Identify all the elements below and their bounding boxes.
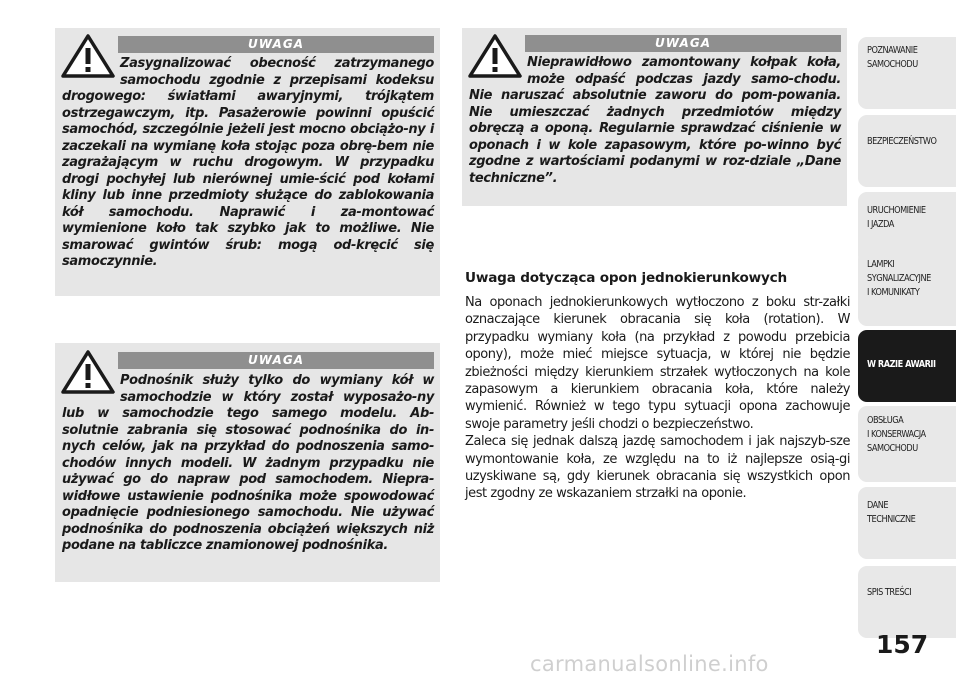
tab-dane-techniczne[interactable]: DANE TECHNICZNE (858, 487, 956, 559)
tab-uruchomienie-i-jazda[interactable]: URUCHOMIENIE I JAZDA (858, 192, 956, 264)
tab-obsluga-i-konserwacja[interactable]: OBSŁUGA I KONSERWACJA SAMOCHODU (858, 406, 956, 482)
section-title: Uwaga dotycząca opon jednokierunkowych (465, 270, 787, 286)
tab-bezpieczenstwo[interactable]: BEZPIECZEŃSTWO (858, 115, 956, 187)
warning-text: Podnośnik służy tylko do wymiany kół w samochodzie w który został wyposażo-ny lub w samochodzie tego samego modelu. Ab-solutnie zabrania się stosować podnośnika do in-nych celów, jak na przykład do podnoszenia samo-chodów innych modeli. W żadnym przypadku nie używać go do napraw pod samochodem. Niepra-widłowe ustawienie podnośnika może spowodować opadnięcie podniesionego samochodu. Nie używać podnośnika do podnoszenia obciążeń większych niż podane na tabliczce znamionowej podnośnika. (62, 373, 434, 553)
tab-lampki-sygnalizacyjne[interactable]: LAMPKI SYGNALIZACYJNE I KOMUNIKATY (858, 250, 956, 326)
tab-w-razie-awarii[interactable]: W RAZIE AWARII (858, 330, 956, 402)
tab-poznawanie-samochodu[interactable]: POZNAWANIE SAMOCHODU (858, 37, 956, 109)
section-paragraph-1: Na oponach jednokierunkowych wytłoczono z boku str-załki oznaczające kierunek obracania się koła (rotation). W przypadku wymiany koła (na przykład z powodu przebicia opony), może mieć miejsce sytuacja, w której nie będzie zbieżności między kierunkiem strzałek wytłoczonych na kole zapasowym a kierunkiem obracania koła, które należy wymienić. Również w tego typu sytuacji opona zachowuje swoje parametry jeśli chodzi o bezpieczeństwo. (465, 295, 850, 432)
tab-spis-tresci[interactable]: SPIS TREŚCI (858, 566, 956, 638)
warning-text: Zasygnalizować obecność zatrzymanego samochodu zgodnie z przepisami kodeksu drogowego: światłami awaryjnymi, trójkątem ostrzegawczym, itp. Pasażerowie powinni opuścić samochód, szczególnie jeżeli jest mocno obciążo-ny i zaczekali na wymianę koła stojąc poza obrę-bem nie zagrażającym w ruchu drogowym. W przypadku drogi pochyłej lub nierównej umie-ścić pod kołami kliny lub inne przedmioty służące do zablokowania kół samochodu. Naprawić i za-montować wymienione koło tak szybko jak to możliwe. Nie smarować gwintów śrub: mogą od-kręcić się samoczynnie. (62, 56, 434, 269)
page-number: 157 (876, 630, 929, 659)
warning-header: UWAGA (525, 35, 841, 52)
warning-header: UWAGA (118, 36, 434, 53)
warning-text: Nieprawidłowo zamontowany kołpak koła, może odpaść podczas jazdy samo-chodu. Nie naruszać absolutnie zaworu do pom-powania. Nie umieszczać żadnych przedmiotów między obręczą a oponą. Regularnie sprawdzać ciśnienie w oponach i w kole zapasowym, które po-winno być zgodne z wartościami podanymi w roz-dziale „Dane techniczne”. (469, 55, 841, 186)
warning-box-1 (55, 28, 440, 296)
warning-header: UWAGA (118, 352, 434, 369)
warning-box-2 (55, 343, 440, 582)
section-paragraph-2: Zaleca się jednak dalszą jazdę samochodem i jak najszyb-sze wymontowanie koła, ze względu na to iż najlepsze osią-gi uzyskiwane są, gdy kierunek obracania się wszystkich opon jest zgodny ze wskazaniem strzałki na oponie. (465, 434, 850, 502)
warning-box-3 (462, 28, 847, 206)
section-body (465, 294, 850, 503)
watermark: carmanualsonline.info (530, 652, 769, 676)
